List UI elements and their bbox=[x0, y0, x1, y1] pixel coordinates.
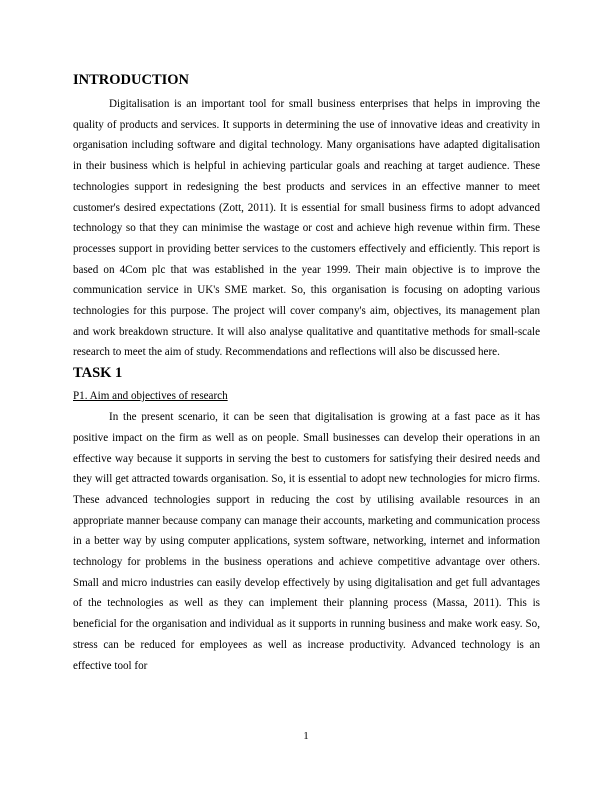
task1-subheading: P1. Aim and objectives of research bbox=[73, 390, 228, 403]
task1-paragraph: In the present scenario, it can be seen that digitalisation is growing at a fast pace as it has positive impact on the firm as well as on people. Small businesses can develop their operations in an effective way because it supports in serving the best to customers for satisfying their desired needs and they will get attracted towards organisation. So, it is essential to adopt new technologies for micro firms. These advanced technologies support in reducing the cost by utilising available resources in an appropriate manner because company can manage their accounts, marketing and communication process in a better way by using computer applications, system software, networking, internet and information technology for problems in the business operations and achieve competitive advantage over others. Small and micro industries can easily develop effectively by using digitalisation and get full advantages of the technologies as well as they can implement their planning process (Massa, 2011). This is beneficial for the organisation and individual as it supports in running business and make work easy. So, stress can be reduced for employees as well as increase productivity. Advanced technology is an effective tool for bbox=[73, 411, 540, 672]
introduction-heading: INTRODUCTION bbox=[73, 72, 190, 88]
introduction-paragraph: Digitalisation is an important tool for small business enterprises that helps in improving the quality of products and services. It supports in determining the use of innovative ideas and creativity in organisation including software and digital technology. Many organisations have adapted digitalisation in their business which is helpful in achieving particular goals and reaching at target audience. These technologies support in redesigning the best products and services in an effective manner to meet customer's desired expectations (Zott, 2011). It is essential for small business firms to adopt advanced technology so that they can minimise the wastage or cost and achieve high revenue within firm. These processes support in providing better services to the customers effectively and efficiently. This report is based on 4Com plc that was established in the year 1999. Their main objective is to improve the communication service in UK's SME market. So, this organisation is focusing on adopting various technologies for this purpose. The project will cover company's aim, objectives, its management plan and work breakdown structure. It will also analyse qualitative and quantitative methods for small-scale research to meet the aim of study. Recommendations and reflections will also be discussed here. bbox=[73, 98, 540, 359]
page-content bbox=[73, 70, 540, 676]
page-number: 1 bbox=[303, 730, 309, 742]
task1-heading: TASK 1 bbox=[73, 365, 123, 382]
